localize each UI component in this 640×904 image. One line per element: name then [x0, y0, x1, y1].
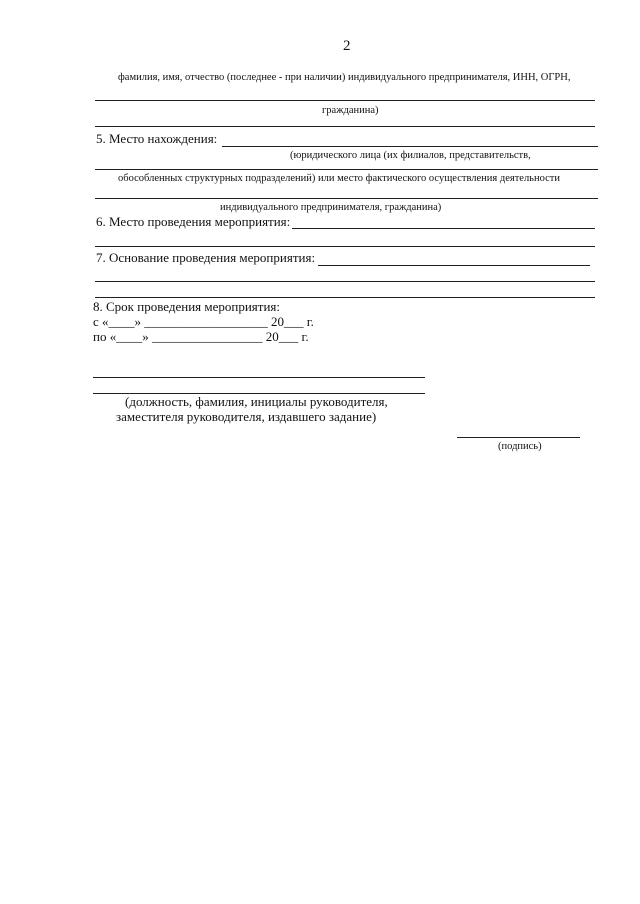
fill-line-grounds-3[interactable]	[95, 297, 595, 298]
item8-from-line[interactable]: с «____» ___________________ 20___ г.	[93, 314, 314, 329]
item5-caption-3: индивидуального предпринимателя, гражданина)	[220, 202, 442, 213]
item5-caption-2: обособленных структурных подразделений) или место фактического осуществления деятельности	[118, 173, 560, 184]
caption-fio: фамилия, имя, отчество (последнее - при наличии) индивидуального предпринимателя, ИНН, ОГРН,	[118, 72, 571, 83]
caption-citizen: гражданина)	[322, 105, 379, 116]
item5-label: 5. Место нахождения:	[96, 131, 218, 146]
fill-line-event-place[interactable]	[292, 228, 595, 229]
fill-line-fio[interactable]	[95, 100, 595, 101]
item8-to-line[interactable]: по «____» _________________ 20___ г.	[93, 329, 309, 344]
fill-line-fio-2[interactable]	[95, 126, 595, 127]
fill-line-location-2[interactable]	[95, 169, 598, 170]
fill-line-event-place-2[interactable]	[95, 246, 595, 247]
fill-line-grounds[interactable]	[318, 265, 590, 266]
signature-caption: (подпись)	[498, 441, 542, 452]
fill-line-location[interactable]	[222, 146, 598, 147]
signature-line[interactable]	[457, 437, 580, 438]
fill-line-signatory[interactable]	[93, 377, 425, 378]
fill-line-grounds-2[interactable]	[95, 281, 595, 282]
item5-caption-1: (юридического лица (их филиалов, представительств,	[290, 150, 531, 161]
item8-label: 8. Срок проведения мероприятия:	[93, 299, 281, 314]
signatory-caption-1: (должность, фамилия, инициалы руководителя,	[125, 394, 388, 409]
page-number: 2	[343, 38, 351, 54]
item6-label: 6. Место проведения мероприятия:	[96, 214, 291, 229]
signatory-caption-2: заместителя руководителя, издавшего задание)	[116, 409, 377, 424]
fill-line-location-3[interactable]	[95, 198, 598, 199]
item7-label: 7. Основание проведения мероприятия:	[96, 250, 316, 265]
